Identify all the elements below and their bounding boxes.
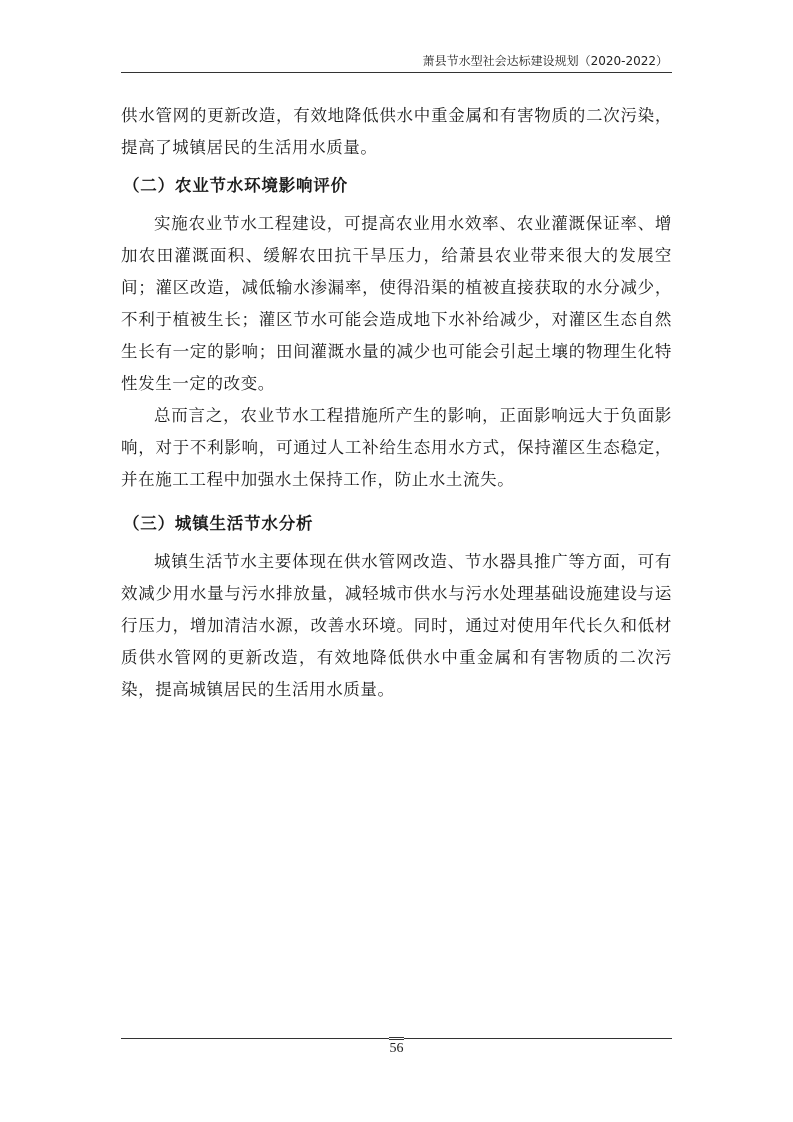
section-heading-urban: （三）城镇生活节水分析: [123, 514, 314, 533]
paragraph-urban-water-saving: 城镇生活节水主要体现在供水管网改造、节水器具推广等方面，可有效减少用水量与污水排放量，减轻城市供水与污水处理基础设施建设与运行压力，增加清洁水源，改善水环境。同时，通过对使用年代长久和低材质供水管网的更新改造，有效地降低供水中重金属和有害物质的二次污染，提高城镇居民的生活用水质量。: [121, 552, 672, 699]
paragraph-continued: 供水管网的更新改造，有效地降低供水中重金属和有害物质的二次污染，提高了城镇居民的生活用水质量。: [121, 106, 672, 157]
paragraph-summary: 总而言之，农业节水工程措施所产生的影响，正面影响远大于负面影响，对于不利影响，可通过人工补给生态用水方式，保持灌区生态稳定，并在施工工程中加强水土保持工作，防止水土流失。: [121, 406, 672, 489]
paragraph-agriculture-impact: 实施农业节水工程建设，可提高农业用水效率、农业灌溉保证率、增加农田灌溉面积、缓解农田抗干旱压力，给萧县农业带来很大的发展空间；灌区改造，减低输水渗漏率，使得沿渠的植被直接获取的水分减少，不利于植被生长；灌区节水可能会造成地下水补给减少，对灌区生态自然生长有一定的影响；田间灌溉水量的减少也可能会引起土壤的物理生化特性发生一定的改变。: [121, 214, 672, 393]
document-body: [121, 100, 672, 706]
running-header: 萧县节水型社会达标建设规划（2020-2022）: [422, 54, 668, 68]
section-heading-agriculture: （二）农业节水环境影响评价: [123, 176, 348, 195]
page-number-mark: [389, 1037, 404, 1040]
page-number: 56: [389, 1041, 404, 1056]
header-divider: [121, 72, 672, 73]
